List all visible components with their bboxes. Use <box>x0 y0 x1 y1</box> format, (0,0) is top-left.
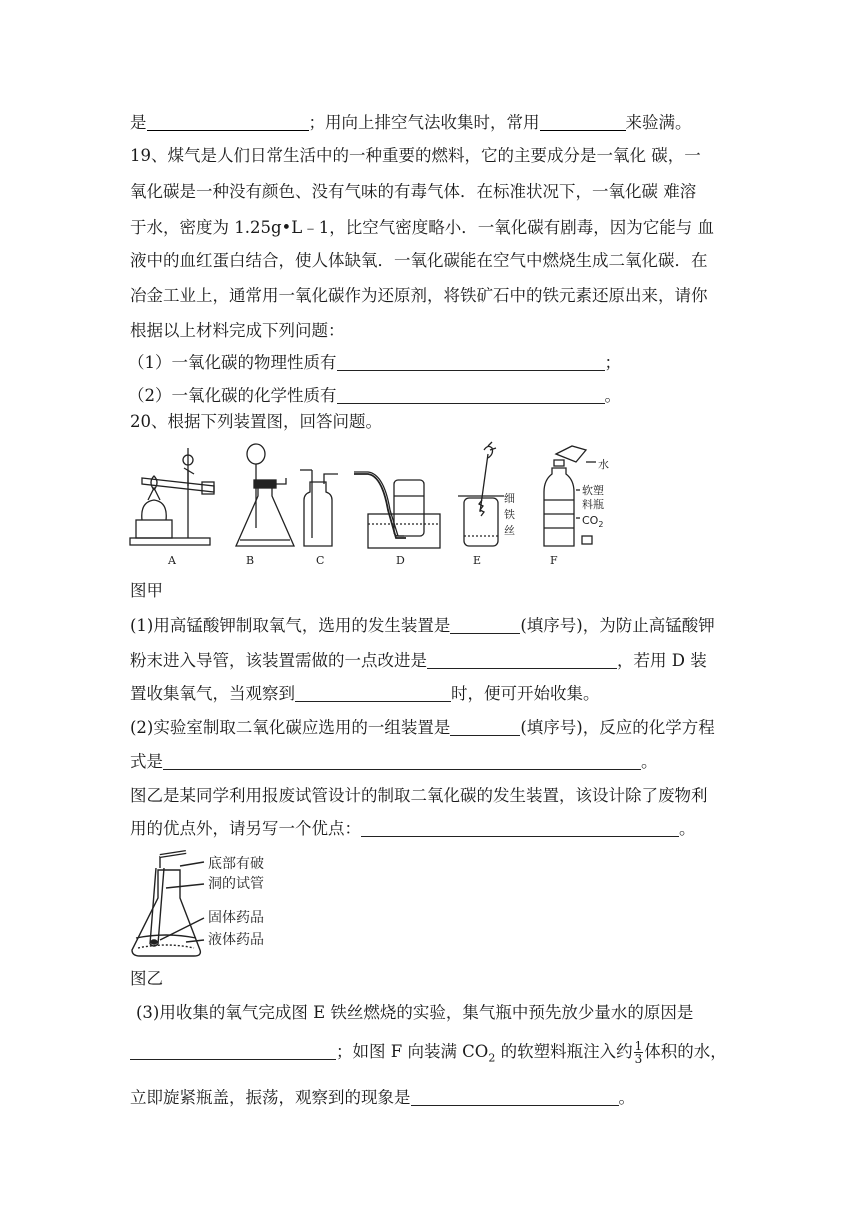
q19-line-1: 19、煤气是人们日常生活中的一种重要的燃料，它的主要成分是一氧化 碳，一 <box>130 146 701 165</box>
co2-subscript: 2 <box>488 1051 496 1065</box>
q20-title: 20、根据下列装置图，回答问题。 <box>130 412 382 431</box>
p1-text-e: 置收集氧气，当观察到 <box>130 684 295 703</box>
answer-blank[interactable] <box>450 617 520 634</box>
apparatus-figure-jia <box>128 440 628 570</box>
p3-text-f: 。 <box>618 1088 635 1107</box>
answer-blank[interactable] <box>411 1089 619 1106</box>
yi-label-3: 固体药品 <box>208 910 264 926</box>
q19-line-3: 于水，密度为 1.25g•L﹣1，比空气密度略小．一氧化碳有剧毒，因为它能与 血 <box>130 218 714 237</box>
q18-prefix: 是 <box>130 113 147 132</box>
q19-sub2-label: （2）一氧化碳的化学性质有 <box>128 386 337 405</box>
answer-blank[interactable] <box>337 387 605 404</box>
apparatus-a <box>130 448 214 545</box>
yi-text-c: 。 <box>679 819 696 838</box>
f-text-water: 水 <box>598 458 609 471</box>
label-f: F <box>550 554 558 567</box>
q18-tail-line <box>130 112 692 134</box>
e-text-2: 铁 <box>504 508 515 521</box>
answer-blank[interactable] <box>450 719 520 736</box>
label-a: A <box>168 554 176 567</box>
apparatus-c <box>300 470 338 546</box>
q18-mid: ；用向上排空气法收集时，常用 <box>308 113 540 132</box>
answer-blank[interactable] <box>540 114 626 131</box>
q20-p2-line2 <box>130 751 658 773</box>
answer-blank[interactable] <box>147 114 309 131</box>
q19-sub1-label: （1）一氧化碳的物理性质有 <box>128 353 337 372</box>
answer-blank[interactable] <box>163 753 641 770</box>
q19-line-2: 氧化碳是一种没有颜色、没有气味的有毒气体．在标准状况下，一氧化碳 难溶 <box>130 182 697 201</box>
q19-sub1-suffix: ； <box>604 353 621 372</box>
answer-blank[interactable] <box>427 652 617 669</box>
p1-text-a: (1)用高锰酸钾制取氧气，选用的发生装置是 <box>130 616 451 635</box>
yi-label-4: 液体药品 <box>208 932 264 948</box>
answer-blank[interactable] <box>295 685 451 702</box>
p2-text-a: (2)实验室制取二氧化碳应选用的一组装置是 <box>130 718 451 737</box>
q20-p3-line3 <box>130 1087 635 1109</box>
q19-line-5: 冶金工业上，通常用一氧化碳作为还原剂，将铁矿石中的铁元素还原出来，请你 <box>130 286 708 305</box>
q19-line-4: 液中的血红蛋白结合，使人体缺氧．一氧化碳能在空气中燃烧生成二氧化碳．在 <box>130 251 708 270</box>
p1-text-c: 粉末进入导管，该装置需做的一点改进是 <box>130 651 427 670</box>
answer-blank[interactable] <box>337 354 605 371</box>
f-text-co2: $CO_2$ <box>582 514 604 529</box>
p2-text-b: (填序号)，反应的化学方程 <box>520 718 715 737</box>
q19-line-6: 根据以上材料完成下列问题： <box>130 321 345 340</box>
fraction-denominator: 3 <box>634 1052 643 1066</box>
p3-text-d: 体积的水， <box>644 1042 727 1061</box>
p2-text-d: 。 <box>641 752 658 771</box>
p1-text-d: ，若用 D 装 <box>617 651 707 670</box>
q19-sub2 <box>128 385 621 407</box>
q20-p1-line1 <box>130 615 715 637</box>
p3-text-c: 的软塑料瓶注入约 <box>495 1042 633 1061</box>
yi-label-2: 洞的试管 <box>208 876 264 892</box>
q20-p3-line1: (3)用收集的氧气完成图 E 铁丝燃烧的实验，集气瓶中预先放少量水的原因是 <box>136 1003 694 1022</box>
q19-sub2-suffix: 。 <box>604 386 621 405</box>
fig-yi-caption: 图乙 <box>130 969 163 988</box>
fig-jia-caption: 图甲 <box>130 581 163 600</box>
answer-blank[interactable] <box>130 1043 336 1060</box>
e-text-1: 细 <box>504 492 515 505</box>
q20-p2-line1 <box>130 717 715 739</box>
f-text-2: 料瓶 <box>582 498 604 511</box>
q20-p3-line2 <box>130 1040 727 1069</box>
e-text-3: 丝 <box>504 524 515 537</box>
label-b: B <box>246 554 255 567</box>
p3-text-b: ；如图 F 向装满 CO <box>336 1042 489 1061</box>
yi-line1: 图乙是某同学利用报废试管设计的制取二氧化碳的发生装置，该设计除了废物利 <box>130 786 708 805</box>
yi-label-1: 底部有破 <box>208 856 264 872</box>
q20-p1-line2 <box>130 650 707 672</box>
apparatus-d <box>354 472 440 548</box>
p1-text-f: 时，便可开始收集。 <box>451 684 600 703</box>
fraction-one-third <box>634 1040 644 1065</box>
q19-sub1 <box>128 352 621 374</box>
fraction-numerator: 1 <box>634 1039 643 1053</box>
yi-text-b: 用的优点外，请另写一个优点： <box>130 819 361 838</box>
label-e: E <box>473 554 482 567</box>
p3-text-e: 立即旋紧瓶盖，振荡，观察到的现象是 <box>130 1088 411 1107</box>
label-d: D <box>396 554 405 567</box>
q20-p1-line3 <box>130 683 600 705</box>
apparatus-figure-yi <box>128 848 298 958</box>
apparatus-b <box>236 444 294 546</box>
yi-line2 <box>130 818 696 840</box>
p2-text-c: 式是 <box>130 752 163 771</box>
answer-blank[interactable] <box>361 820 679 837</box>
label-c: C <box>316 554 325 567</box>
f-text-1: 软塑 <box>582 484 604 497</box>
apparatus-e <box>458 442 504 546</box>
q18-suffix: 来验满。 <box>625 113 692 132</box>
p1-text-b: (填序号)，为防止高锰酸钾 <box>520 616 715 635</box>
